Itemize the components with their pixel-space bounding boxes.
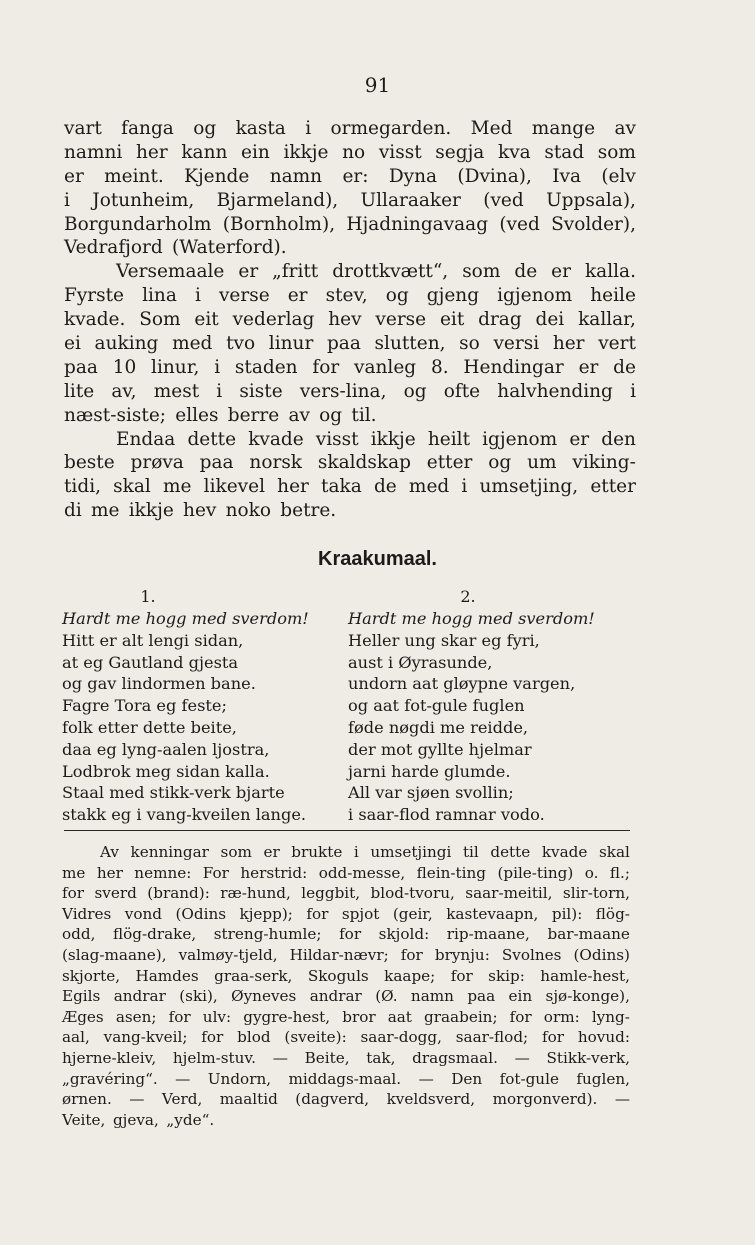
- footnote-line: ørnen. — Verd, maaltid (dagverd, kveldsverd, morgonverd). —: [62, 1090, 630, 1109]
- stanza-line: stakk eg i vang-kveilen lange.: [62, 805, 307, 825]
- prose-line: Borgundarholm (Bornholm), Hjadningavaag (ved Svolder),: [64, 213, 636, 235]
- stanza-line: at eg Gautland gjesta: [62, 652, 239, 672]
- footnote-line: hjerne-kleiv, hjelm-stuv. — Beite, tak, dragsmaal. — Stikk-verk,: [62, 1048, 630, 1067]
- prose-line: Endaa dette kvade visst ikkje heilt igjenom er den: [116, 428, 636, 450]
- stanza-line: daa eg lyng-aalen ljostra,: [62, 739, 270, 759]
- prose-line: er meint. Kjende namn er: Dyna (Dvina), Iva (elv: [64, 165, 636, 187]
- prose-line: kvade. Som eit vederlag hev verse eit drag dei kallar,: [64, 309, 636, 331]
- prose-line: Versemaale er „fritt drottkvætt“, som de er kalla.: [116, 261, 636, 283]
- stanza-line: jarni harde glumde.: [348, 761, 511, 781]
- stanza-refrain: Hardt me hogg med sverdom!: [348, 609, 595, 628]
- prose-line: lite av, mest i siste vers-lina, og ofte halvhending i: [64, 380, 636, 402]
- prose-line: paa 10 linur, i staden for vanleg 8. Hendingar er de: [64, 356, 636, 378]
- footnote-line: Egils andrar (ski), Øyneves andrar (Ø. namn paa ein sjø-konge),: [62, 987, 630, 1006]
- prose-line: Fyrste lina i verse er stev, og gjeng igjenom heile: [64, 285, 636, 307]
- prose-line: di me ikkje hev noko betre.: [64, 500, 337, 522]
- stanza-line: aust i Øyrasunde,: [348, 652, 493, 672]
- prose-paragraphs: [64, 117, 636, 523]
- prose-line: næst-siste; elles berre av og til.: [64, 404, 377, 426]
- stanza-line: All var sjøen svollin;: [348, 783, 514, 803]
- stanza-line: føde nøgdi me reidde,: [348, 717, 529, 737]
- stanza-line: Fagre Tora eg feste;: [62, 696, 227, 716]
- page-number: 91: [364, 73, 391, 97]
- stanza-line: Lodbrok meg sidan kalla.: [62, 761, 270, 781]
- stanza-line: folk etter dette beite,: [62, 717, 237, 737]
- footnote-line: me her nemne: For herstrid: odd-messe, flein-ting (pile-ting) o. fl.;: [62, 863, 630, 882]
- stanza-line: undorn aat gløypne vargen,: [348, 674, 576, 694]
- prose-line: vart fanga og kasta i ormegarden. Med mange av: [64, 118, 636, 139]
- footnote-line: Veite, gjeva, „yde“.: [62, 1110, 215, 1129]
- footnote-line: „gravéring“. — Undorn, middags-maal. — Den fot-gule fuglen,: [62, 1069, 630, 1088]
- stanza-line: i saar-flod ramnar vodo.: [348, 805, 545, 825]
- stanza-2: [348, 586, 608, 826]
- footnote-line: skjorte, Hamdes graa-serk, Skoguls kaape; for skip: hamle-hest,: [62, 966, 630, 985]
- prose-line: beste prøva paa norsk skaldskap etter og um viking-: [64, 452, 636, 474]
- footnote: [62, 842, 630, 1130]
- footnote-line: for sverd (brand): ræ-hund, leggbit, blod-tvoru, saar-meitil, slir-torn,: [62, 884, 630, 903]
- prose-line: i Jotunheim, Bjarmeland), Ullaraaker (ved Uppsala),: [64, 189, 636, 211]
- stanza-number: 2.: [460, 587, 476, 606]
- stanza-refrain: Hardt me hogg med sverdom!: [62, 609, 309, 628]
- prose-line: tidi, skal me likevel her taka de med i umsetjing, etter: [64, 476, 636, 498]
- stanza-line: og aat fot-gule fuglen: [348, 696, 525, 716]
- prose-line: Vedrafjord (Waterford).: [64, 237, 287, 259]
- prose-line: namni her kann ein ikkje no visst segja kva stad som: [64, 141, 636, 163]
- footnote-line: odd, flög-drake, streng-humle; for skjold: rip-maane, bar-maane: [62, 925, 630, 944]
- poem-title: Kraakumaal.: [318, 548, 437, 570]
- footnote-line: Vidres vond (Odins kjepp); for spjot (geir, kastevaapn, pil): flög-: [62, 904, 630, 923]
- footnote-line: Æges asen; for ulv: gygre-hest, bror aat graabein; for orm: lyng-: [62, 1007, 630, 1026]
- footnote-line: Av kenningar som er brukte i umsetjingi til dette kvade skal: [100, 843, 630, 861]
- footnote-divider: [64, 830, 630, 831]
- footnote-line: aal, vang-kveil; for blod (sveite): saar-dogg, saar-flod; for hovud:: [62, 1028, 630, 1047]
- stanza-line: og gav lindormen bane.: [62, 674, 256, 694]
- stanza-line: Hitt er alt lengi sidan,: [62, 630, 244, 650]
- footnote-line: (slag-maane), valmøy-tjeld, Hildar-nævr; for brynju: Svolnes (Odins): [62, 945, 630, 964]
- stanza-line: Heller ung skar eg fyri,: [348, 630, 540, 650]
- stanza-line: Staal med stikk-verk bjarte: [62, 783, 285, 803]
- stanza-line: der mot gyllte hjelmar: [348, 739, 532, 759]
- stanza-1: [62, 586, 334, 826]
- stanza-number: 1.: [140, 587, 156, 606]
- prose-line: ei auking med tvo linur paa slutten, so versi her vert: [64, 333, 636, 355]
